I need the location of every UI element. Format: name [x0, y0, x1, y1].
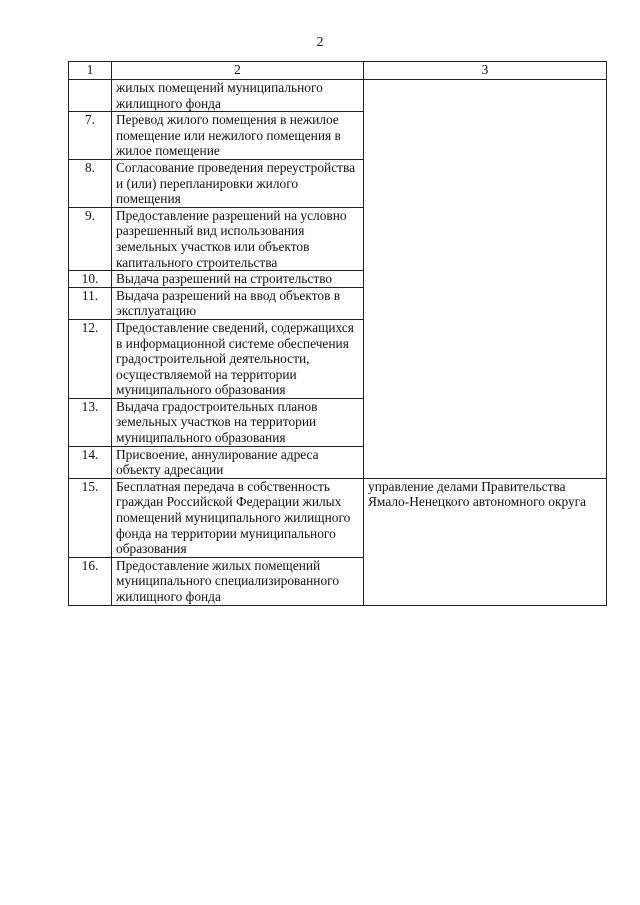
row-number: 14. [69, 446, 112, 478]
row-number: 15. [69, 478, 112, 557]
row-number: 11. [69, 287, 112, 319]
row-number [69, 80, 112, 112]
table-row [69, 478, 607, 557]
header-col-1: 1 [69, 62, 112, 80]
row-text: Перевод жилого помещения в нежилое помещение или нежилого помещения в жилое помещение [112, 112, 364, 160]
row-number: 8. [69, 159, 112, 207]
row-text: Предоставление жилых помещений муниципального специализированного жилищного фонда [112, 557, 364, 605]
row-text: жилых помещений муниципального жилищного фонда [112, 80, 364, 112]
table-header-row [69, 62, 607, 80]
row-text: Присвоение, аннулирование адреса объекту адресации [112, 446, 364, 478]
table-row [69, 80, 607, 112]
row-number: 12. [69, 319, 112, 398]
responsible-body-cell [364, 80, 607, 479]
row-text: Выдача градостроительных планов земельных участков на территории муниципального образования [112, 398, 364, 446]
row-number: 16. [69, 557, 112, 605]
row-number: 13. [69, 398, 112, 446]
row-text: Выдача разрешений на строительство [112, 271, 364, 288]
responsible-body-cell: управление делами Правительства Ямало-Ненецкого автономного округа [364, 478, 607, 605]
row-number: 9. [69, 207, 112, 270]
row-text: Предоставление разрешений на условно разрешенный вид использования земельных участков или объектов капитального строительства [112, 207, 364, 270]
header-col-3: 3 [364, 62, 607, 80]
row-text: Выдача разрешений на ввод объектов в эксплуатацию [112, 287, 364, 319]
header-col-2: 2 [112, 62, 364, 80]
row-text: Согласование проведения переустройства и (или) перепланировки жилого помещения [112, 159, 364, 207]
services-table [68, 61, 607, 606]
row-text: Бесплатная передача в собственность граждан Российской Федерации жилых помещений муниципального жилищного фонда на территории муниципального образования [112, 478, 364, 557]
page-number: 2 [316, 35, 324, 50]
row-number: 7. [69, 112, 112, 160]
row-text: Предоставление сведений, содержащихся в информационной системе обеспечения градостроительной деятельности, осуществляемой на территории муниципального образования [112, 319, 364, 398]
row-number: 10. [69, 271, 112, 288]
